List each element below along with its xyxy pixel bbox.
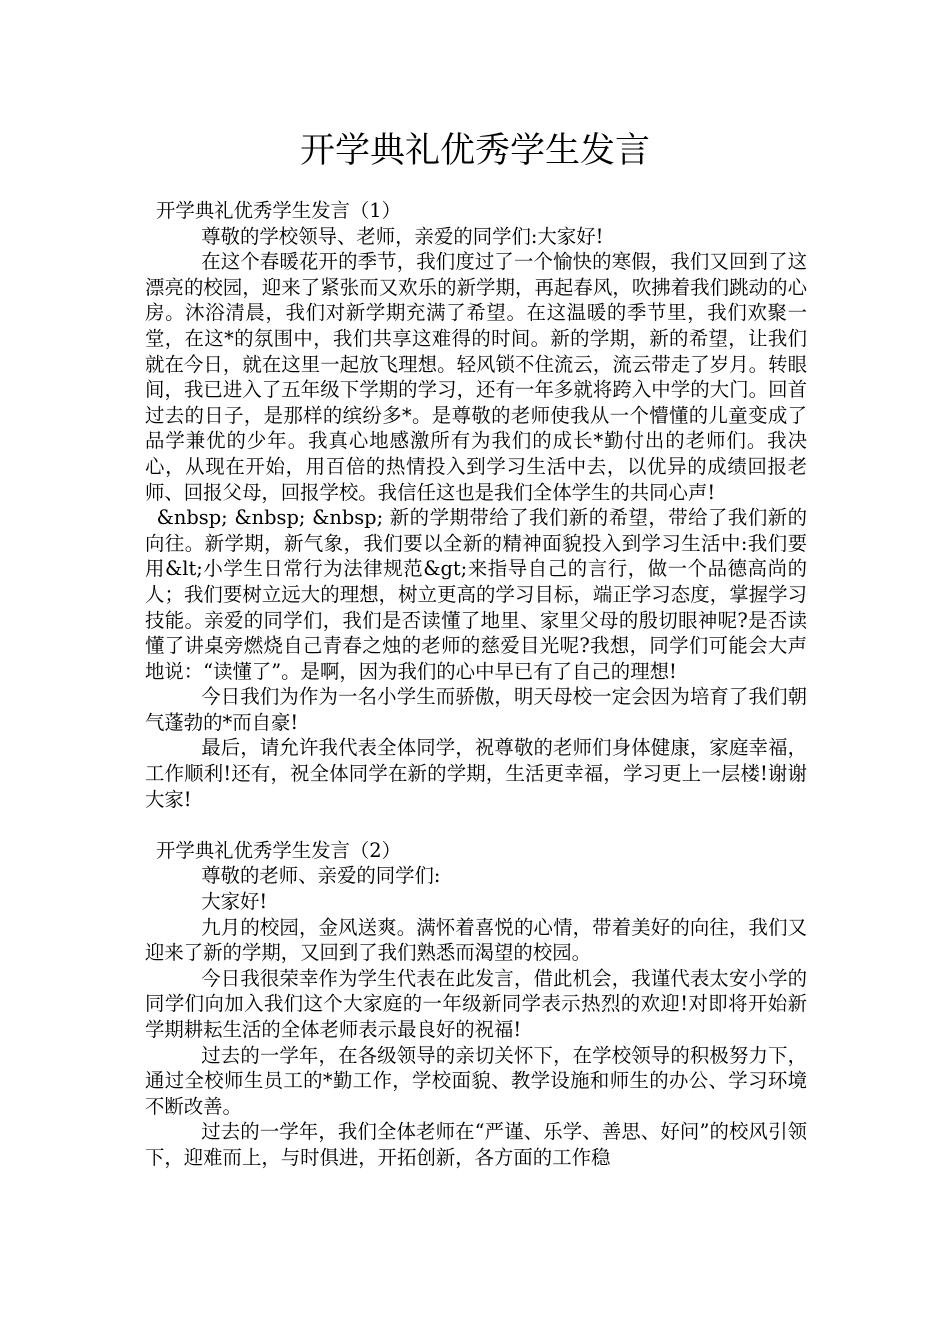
- section-heading: 开学典礼优秀学生发言（2）: [156, 838, 402, 862]
- body-paragraph: 九月的校园，金风送爽。满怀着喜悦的心情，带着美好的向往，我们又迎来了新的学期，又回到了我们熟悉而渴望的校园。: [145, 915, 807, 965]
- body-paragraph: 过去的一学年，我们全体老师在“严谨、乐学、善思、好问”的校风引领下，迎难而上，与时俱进，开拓创新，各方面的工作稳: [145, 1120, 807, 1169]
- closing-paragraph: 最后，请允许我代表全体同学，祝尊敬的老师们身体健康，家庭幸福，工作顺利!还有，祝全体同学在新的学期，生活更幸福，学习更上一层楼!谢谢大家!: [145, 736, 807, 811]
- greeting-paragraph: 大家好!: [201, 890, 268, 914]
- section-spacer: [145, 812, 807, 838]
- body-paragraph: 今日我们为作为一名小学生而骄傲，明天母校一定会因为培育了我们朝气蓬勃的*而自豪!: [145, 685, 807, 734]
- body-paragraph: 今日我很荣幸作为学生代表在此发言，借此机会，我谨代表太安小学的同学们向加入我们这个大家庭的一年级新同学表示热烈的欢迎!对即将开始新学期耕耘生活的全体老师表示最良好的祝福!: [145, 966, 807, 1041]
- section-heading: 开学典礼优秀学生发言（1）: [156, 199, 402, 222]
- document-body: [145, 198, 807, 1171]
- body-paragraph: &nbsp; &nbsp; &nbsp; 新的学期带给了我们新的希望，带给了我们新的向往。新学期，新气象，我们要以全新的精神面貌投入到学习生活中:我们要用&lt;小学生日常行为法律规范&gt;来指导自己的言行，做一个品德高尚的人；我们要树立远大的理想，树立更高的学习目标，端正学习态度，掌握学习技能。亲爱的同学们，我们是否读懂了地里、家里父母的殷切眼神呢?是否读懂了讲桌旁燃烧自己青春之烛的老师的慈爱目光呢?我想，同学们可能会大声地说：“读懂了”。是啊，因为我们的心中早已有了自己的理想!: [145, 506, 807, 683]
- speech-section-1: [145, 198, 807, 812]
- greeting-paragraph: 尊敬的学校领导、老师，亲爱的同学们:大家好!: [201, 224, 604, 248]
- speech-section-2: [145, 838, 807, 1171]
- document-title: 开学典礼优秀学生发言: [299, 131, 650, 171]
- body-paragraph: 过去的一学年，在各级领导的亲切关怀下，在学校领导的积极努力下，通过全校师生员工的*勤工作，学校面貌、教学设施和师生的办公、学习环境不断改善。: [145, 1043, 807, 1118]
- greeting-paragraph: 尊敬的老师、亲爱的同学们:: [201, 864, 441, 888]
- body-paragraph: 在这个春暖花开的季节，我们度过了一个愉快的寒假，我们又回到了这漂亮的校园，迎来了紧张而又欢乐的新学期，再起春风，吹拂着我们跳动的心房。沐浴清晨，我们对新学期充满了希望。在这温暖的季节里，我们欢聚一堂，在这*的氛围中，我们共享这难得的时间。新的学期，新的希望，让我们就在今日，就在这里一起放飞理想。轻风锁不住流云，流云带走了岁月。转眼间，我已进入了五年级下学期的学习，还有一年多就将跨入中学的大门。回首过去的日子，是那样的缤纷多*。是尊敬的老师使我从一个懵懂的儿童变成了品学兼优的少年。我真心地感激所有为我们的成长*勤付出的老师们。我决心，从现在开始，用百倍的热情投入到学习生活中去，以优异的成绩回报老师、回报父母，回报学校。我信任这也是我们全体学生的共同心声!: [145, 250, 807, 504]
